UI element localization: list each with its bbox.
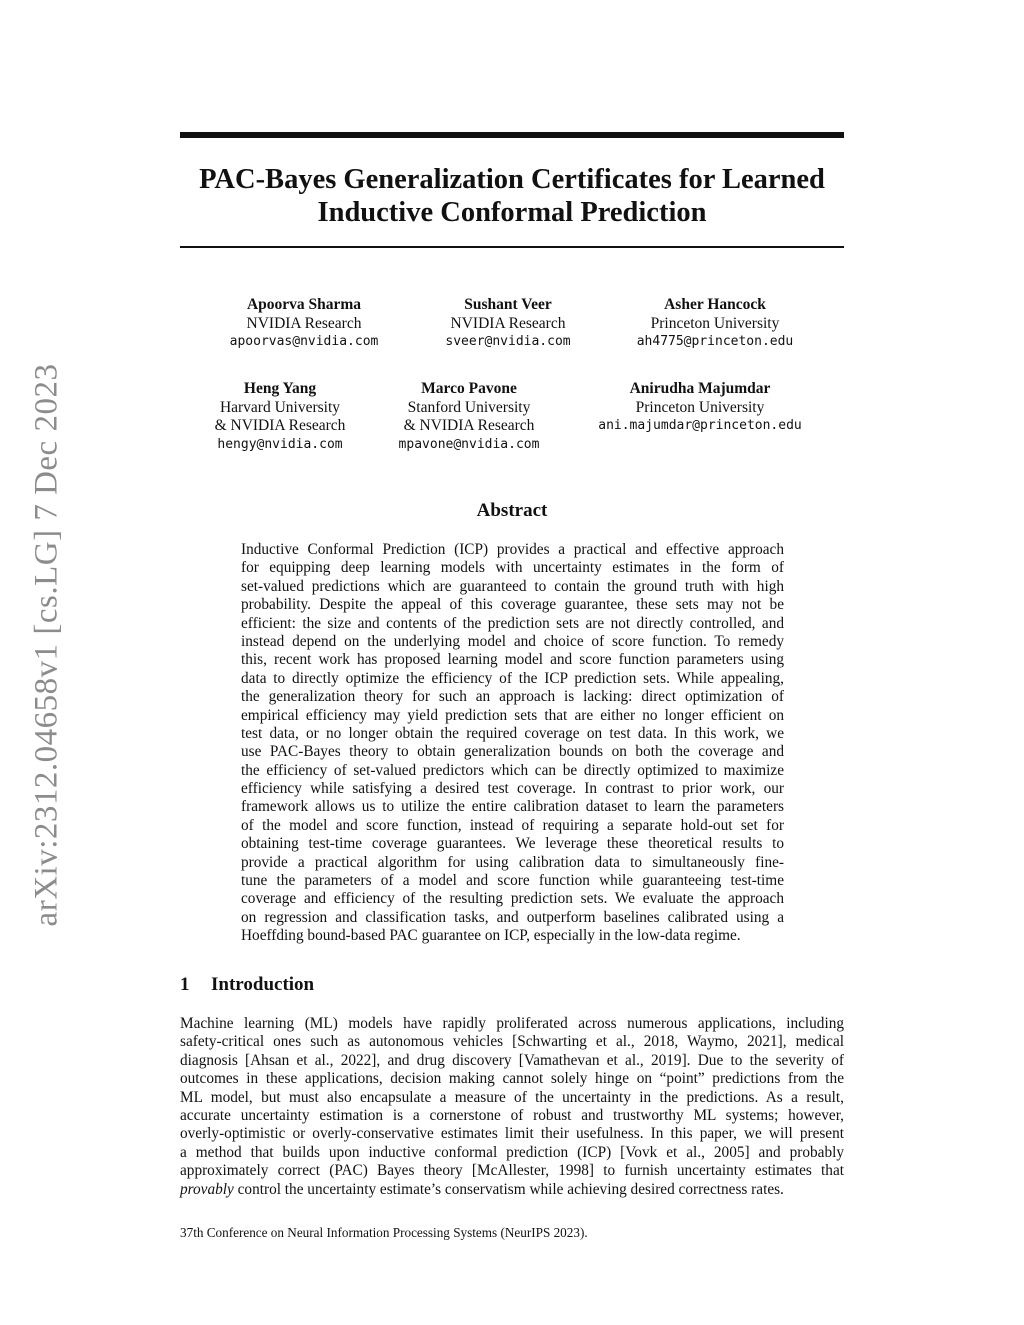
- title-rule-bottom: [180, 246, 844, 248]
- abstract-line: obtaining test-time coverage guarantees. We leverage these theoretical results to: [241, 835, 784, 853]
- author-block: [215, 380, 346, 454]
- abstract-line: test data, or no longer obtain the required coverage on test data. In this work, we: [241, 724, 784, 742]
- abstract-line: efficiency while satisfying a desired test coverage. In contrast to prior work, our: [241, 780, 784, 798]
- title-line: PAC-Bayes Generalization Certificates for Learned: [199, 164, 825, 195]
- section-number: 1: [180, 974, 190, 995]
- section-title: Introduction: [211, 974, 315, 995]
- arxiv-stamp-text: arXiv:2312.04658v1 [cs.LG] 7 Dec 2023: [28, 363, 65, 927]
- title-rule-top: [180, 132, 844, 138]
- author-name: Sushant Veer: [464, 296, 552, 313]
- abstract-line: framework allows us to utilize the entire calibration dataset to learn the parameters: [241, 798, 784, 816]
- abstract-line: of the model and score function, instead of requiring a separate hold-out set for: [241, 816, 784, 834]
- abstract-line: provide a practical algorithm for using calibration data to simultaneously fine-: [241, 853, 784, 871]
- author-name: Asher Hancock: [664, 296, 766, 313]
- abstract-line: tune the parameters of a model and score function while guaranteeing test-time: [241, 872, 784, 890]
- intro-line: safety-critical ones such as autonomous vehicles [Schwarting et al., 2018, Waymo, 2021], medical: [180, 1033, 844, 1051]
- author-block: [445, 296, 570, 352]
- intro-line: a method that builds upon inductive conformal prediction (ICP) [Vovk et al., 2005] and probably: [180, 1143, 844, 1161]
- abstract-line: set-valued predictions which are guaranteed to contain the ground truth with high: [241, 577, 784, 595]
- author-affiliation: Princeton University: [635, 398, 765, 416]
- abstract-line: instead depend on the underlying model and choice of score function. To remedy: [241, 632, 784, 650]
- author-affiliation: Princeton University: [650, 314, 780, 332]
- author-name: Heng Yang: [243, 380, 317, 397]
- abstract-body: [241, 541, 784, 946]
- author-affiliation: NVIDIA Research: [450, 314, 566, 332]
- abstract-line: probability. Despite the appeal of this coverage guarantee, these sets may not be: [241, 596, 784, 614]
- abstract-line: coverage and efficiency of the resulting prediction sets. We evaluate the approach: [241, 890, 784, 908]
- intro-emphasis: provably: [180, 1180, 234, 1198]
- abstract-line: data to directly optimize the efficiency of the ICP prediction sets. While appealing,: [241, 669, 784, 687]
- author-name: Apoorva Sharma: [246, 296, 362, 313]
- title-line: Inductive Conformal Prediction: [317, 197, 707, 228]
- abstract-line: Hoeffding bound-based PAC guarantee on ICP, especially in the low-data regime.: [241, 927, 741, 945]
- intro-line: [180, 1181, 844, 1199]
- author-email[interactable]: mpavone@nvidia.com: [398, 436, 540, 452]
- intro-line: diagnosis [Ahsan et al., 2022], and drug discovery [Vamathevan et al., 2019]. Due to the severity of: [180, 1051, 844, 1069]
- author-block: [399, 380, 540, 454]
- abstract-line: the generalization theory for such an approach is lacking: direct optimization of: [241, 688, 784, 706]
- paper-title: [180, 163, 844, 229]
- author-affiliation: Harvard University: [219, 398, 341, 416]
- intro-line: accurate uncertainty estimation is a cornerstone of robust and trustworthy ML systems; however,: [180, 1106, 844, 1124]
- abstract-line: for equipping deep learning models with uncertainty estimates in the form of: [241, 559, 784, 577]
- abstract-line: empirical efficiency may yield prediction sets that are either no longer efficient on: [241, 706, 784, 724]
- intro-line: overly-optimistic or overly-conservative estimates limit their usefulness. In this paper, we will present: [180, 1125, 844, 1143]
- author-block: [230, 296, 379, 352]
- intro-line: approximately correct (PAC) Bayes theory [McAllester, 1998] to furnish uncertainty estimates that: [180, 1162, 844, 1180]
- intro-line: outcomes in these applications, decision making cannot solely hinge on “point” predictions from the: [180, 1070, 844, 1088]
- abstract-line: use PAC-Bayes theory to obtain generalization bounds on both the coverage and: [241, 743, 784, 761]
- intro-line: ML model, but must also encapsulate a measure of the uncertainty in the predictions. As a result,: [180, 1088, 844, 1106]
- arxiv-stamp: [18, 360, 76, 930]
- introduction-body: [180, 1015, 844, 1199]
- abstract-line: Inductive Conformal Prediction (ICP) provides a practical and effective approach: [241, 541, 784, 558]
- author-name: Anirudha Majumdar: [629, 380, 771, 397]
- abstract-line: efficient: the size and contents of the prediction sets are not directly controlled, and: [241, 614, 784, 632]
- author-block: [637, 296, 794, 352]
- author-email[interactable]: hengy@nvidia.com: [217, 436, 343, 452]
- author-affiliation: Stanford University: [407, 398, 531, 416]
- author-email[interactable]: apoorvas@nvidia.com: [229, 334, 379, 349]
- author-affiliation: & NVIDIA Research: [403, 417, 535, 434]
- author-name: Marco Pavone: [421, 380, 517, 397]
- abstract-line: on regression and classification tasks, and outperform baselines calibrated using a: [241, 908, 784, 926]
- abstract-heading: Abstract: [476, 500, 548, 521]
- author-block: [598, 380, 802, 436]
- conference-footnote: 37th Conference on Neural Information Processing Systems (NeurIPS 2023).: [180, 1225, 588, 1240]
- abstract-line: the efficiency of set-valued predictors which can be directly optimized to maximize: [241, 761, 784, 779]
- intro-line: Machine learning (ML) models have rapidly proliferated across numerous applications, including: [180, 1015, 844, 1032]
- abstract-line: this, recent work has proposed learning model and score function parameters using: [241, 651, 784, 669]
- intro-line-rest: control the uncertainty estimate’s conservatism while achieving desired correctness rates.: [233, 1180, 784, 1198]
- author-affiliation: NVIDIA Research: [246, 314, 362, 332]
- section-heading-introduction: [180, 974, 314, 996]
- author-affiliation: & NVIDIA Research: [214, 417, 346, 434]
- author-email[interactable]: sveer@nvidia.com: [445, 334, 571, 349]
- author-email[interactable]: ani.majumdar@princeton.edu: [598, 418, 802, 433]
- author-email[interactable]: ah4775@princeton.edu: [636, 334, 794, 349]
